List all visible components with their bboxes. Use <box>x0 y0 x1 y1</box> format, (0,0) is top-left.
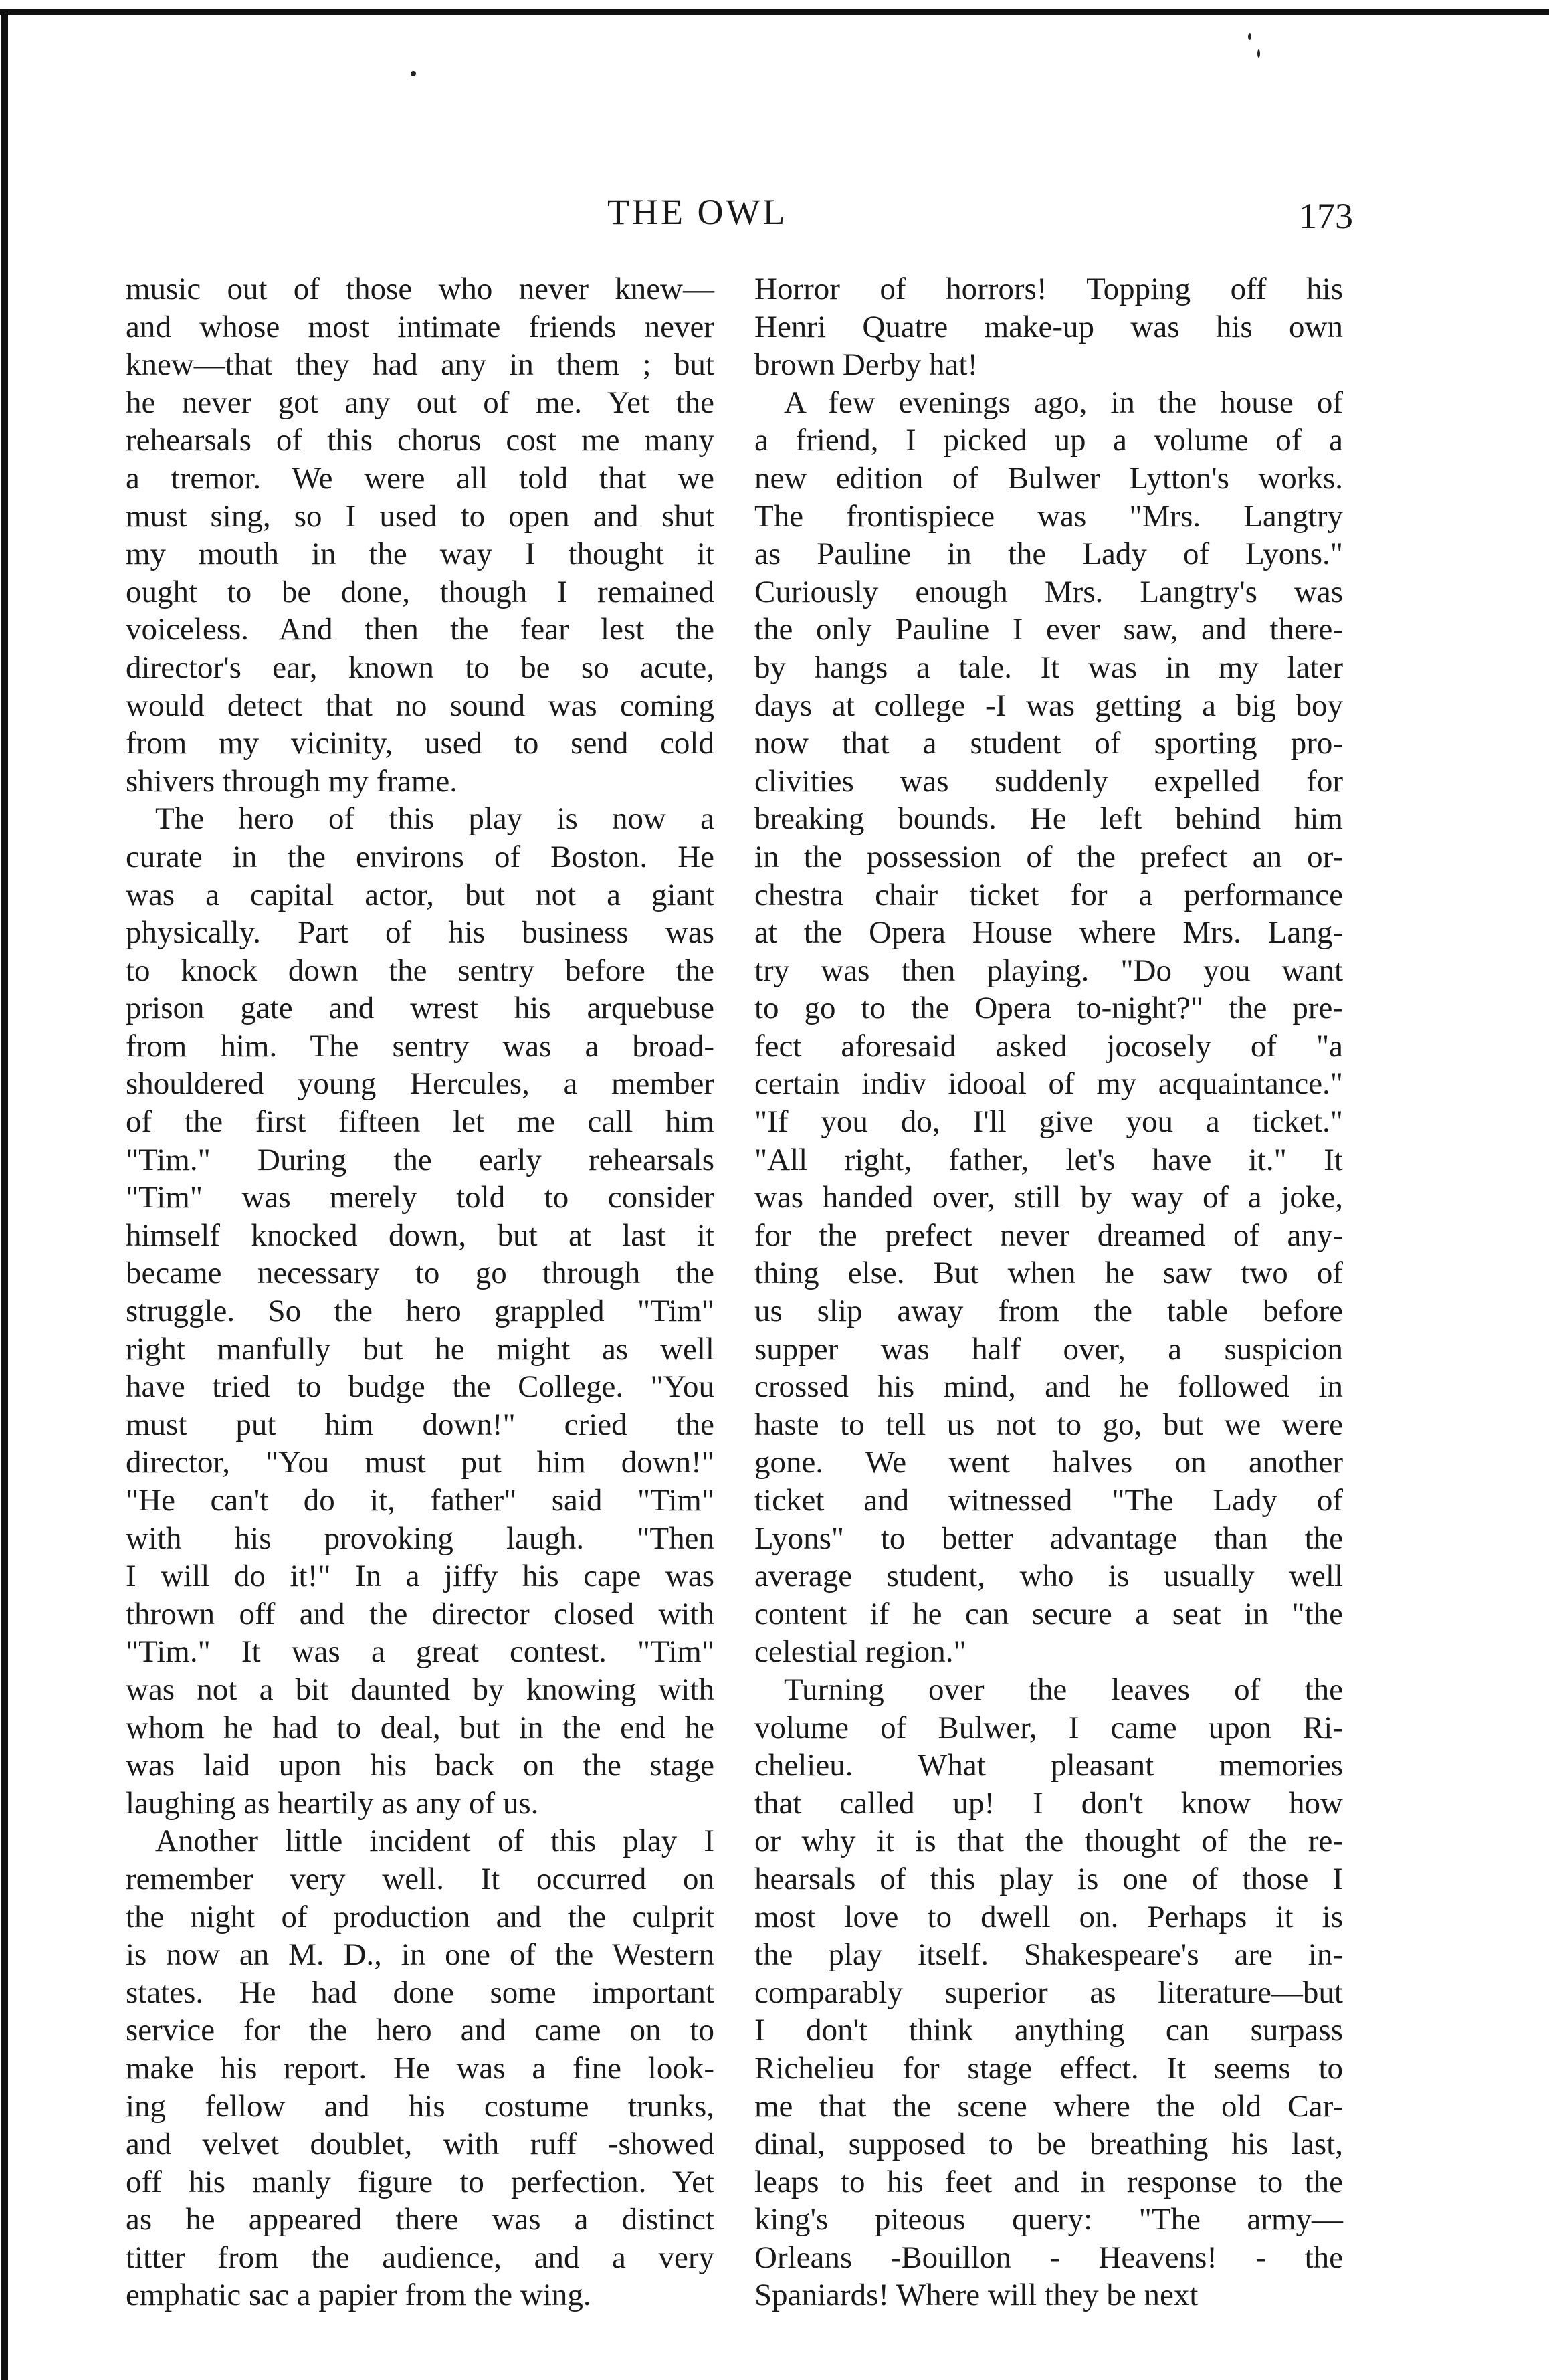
text-line: to knock down the sentry before the <box>126 953 714 988</box>
text-line: from my vicinity, used to send cold <box>126 726 714 761</box>
text-line: comparably superior as literature—but <box>754 1975 1343 2010</box>
page-number: 173 <box>1299 196 1353 236</box>
text-line: crossed his mind, and he followed in <box>754 1369 1343 1405</box>
text-line: music out of those who never knew— <box>126 272 714 306</box>
text-line: Orleans -Bouillon - Heavens! - the <box>754 2240 1343 2275</box>
text-line: curate in the environs of Boston. He <box>126 839 714 874</box>
text-line: a friend, I picked up a volume of a <box>754 423 1343 458</box>
text-line: king's piteous query: "The army— <box>754 2202 1343 2238</box>
text-line: ticket and witnessed "The Lady of <box>754 1483 1343 1518</box>
text-line: to go to the Opera to-night?" the pre- <box>754 991 1343 1026</box>
text-line: "All right, father, let's have it." It <box>754 1142 1343 1177</box>
text-line: Another little incident of this play I <box>155 1823 714 1859</box>
text-line: director, "You must put him down!" <box>126 1445 714 1480</box>
text-line: of the first fifteen let me call him <box>126 1104 714 1140</box>
text-line: must put him down!" cried the <box>126 1407 714 1442</box>
text-line: shouldered young Hercules, a member <box>126 1066 714 1102</box>
text-line: Henri Quatre make-up was his own <box>754 309 1343 344</box>
text-line: thing else. But when he saw two of <box>754 1256 1343 1291</box>
text-line: The frontispiece was "Mrs. Langtry <box>754 498 1343 534</box>
text-line: I will do it!" In a jiffy his cape was <box>126 1559 714 1594</box>
text-line: volume of Bulwer, I came upon Ri- <box>754 1710 1343 1745</box>
text-line: make his report. He was a fine look- <box>126 2050 714 2086</box>
text-line: chelieu. What pleasant memories <box>754 1748 1343 1783</box>
text-line: was handed over, still by way of a joke, <box>754 1180 1343 1215</box>
text-line: as Pauline in the Lady of Lyons." <box>754 536 1343 572</box>
text-line: Spaniards! Where will they be next <box>754 2278 1199 2313</box>
text-line: he never got any out of me. Yet the <box>126 385 714 420</box>
text-line: Curiously enough Mrs. Langtry's was <box>754 574 1343 609</box>
text-line: Lyons" to better advantage than the <box>754 1520 1343 1556</box>
top-border-rule <box>0 9 1549 15</box>
text-line: and velvet doublet, with ruff -showed <box>126 2126 714 2162</box>
text-line: Turning over the leaves of the <box>784 1672 1343 1707</box>
text-line: by hangs a tale. It was in my later <box>754 650 1343 685</box>
text-line: The hero of this play is now a <box>155 801 714 837</box>
running-title: THE OWL <box>607 192 788 232</box>
text-line: thrown off and the director closed with <box>126 1596 714 1631</box>
text-line: was a capital actor, but not a giant <box>126 877 714 912</box>
text-line: as he appeared there was a distinct <box>126 2202 714 2238</box>
text-line: brown Derby hat! <box>754 347 978 383</box>
text-line: hearsals of this play is one of those I <box>754 1861 1343 1896</box>
text-line: new edition of Bulwer Lytton's works. <box>754 460 1343 496</box>
text-line: himself knocked down, but at last it <box>126 1217 714 1253</box>
text-line: my mouth in the way I thought it <box>126 536 714 572</box>
text-line: was laid upon his back on the stage <box>126 1748 714 1783</box>
text-line: rehearsals of this chorus cost me many <box>126 423 714 458</box>
running-header <box>0 182 1549 242</box>
text-line: us slip away from the table before <box>754 1294 1343 1329</box>
ink-speck <box>1248 33 1251 40</box>
text-line: laughing as heartily as any of us. <box>126 1785 539 1821</box>
text-line: struggle. So the hero grappled "Tim" <box>126 1294 714 1329</box>
text-line: haste to tell us not to go, but we were <box>754 1407 1343 1442</box>
text-column-right <box>754 270 1343 2314</box>
text-line: A few evenings ago, in the house of <box>784 385 1343 420</box>
text-line: gone. We went halves on another <box>754 1445 1343 1480</box>
text-line: "Tim" was merely told to consider <box>126 1180 714 1215</box>
text-line: celestial region." <box>754 1634 966 1670</box>
text-line: "He can't do it, father" said "Tim" <box>126 1483 714 1518</box>
text-line: the play itself. Shakespeare's are in- <box>754 1937 1343 1973</box>
text-line: the only Pauline I ever saw, and there- <box>754 612 1343 648</box>
text-line: from him. The sentry was a broad- <box>126 1028 714 1064</box>
text-line: prison gate and wrest his arquebuse <box>126 991 714 1026</box>
text-line: Horror of horrors! Topping off his <box>754 272 1343 306</box>
text-line: became necessary to go through the <box>126 1256 714 1291</box>
text-line: supper was half over, a suspicion <box>754 1331 1343 1367</box>
text-line: off his manly figure to perfection. Yet <box>126 2164 714 2199</box>
text-line: shivers through my frame. <box>126 763 458 799</box>
text-line: service for the hero and came on to <box>126 2013 714 2048</box>
text-line: dinal, supposed to be breathing his last, <box>754 2126 1343 2162</box>
text-line: "If you do, I'll give you a ticket." <box>754 1104 1343 1140</box>
text-line: the night of production and the culprit <box>126 1899 714 1935</box>
text-line: physically. Part of his business was <box>126 915 714 951</box>
text-line: have tried to budge the College. "You <box>126 1369 714 1405</box>
text-line: try was then playing. "Do you want <box>754 953 1343 988</box>
text-line: leaps to his feet and in response to the <box>754 2164 1343 2199</box>
text-line: me that the scene where the old Car- <box>754 2088 1343 2124</box>
text-line: at the Opera House where Mrs. Lang- <box>754 915 1343 951</box>
text-line: must sing, so I used to open and shut <box>126 498 714 534</box>
text-line: now that a student of sporting pro- <box>754 726 1343 761</box>
text-line: is now an M. D., in one of the Western <box>126 1937 714 1973</box>
text-line: "Tim." During the early rehearsals <box>126 1142 714 1177</box>
text-line: whom he had to deal, but in the end he <box>126 1710 714 1745</box>
text-line: most love to dwell on. Perhaps it is <box>754 1899 1343 1935</box>
text-line: days at college -I was getting a big boy <box>754 688 1343 723</box>
text-line: was not a bit daunted by knowing with <box>126 1672 714 1707</box>
left-border-rule <box>1 9 8 2380</box>
text-line: fect aforesaid asked jocosely of "a <box>754 1028 1343 1064</box>
text-line: emphatic sac a papier from the wing. <box>126 2278 591 2313</box>
text-line: knew—that they had any in them ; but <box>126 347 714 383</box>
text-line: for the prefect never dreamed of any- <box>754 1217 1343 1253</box>
text-line: with his provoking laugh. "Then <box>126 1520 714 1556</box>
text-line: remember very well. It occurred on <box>126 1861 714 1896</box>
ink-speck <box>411 71 416 76</box>
text-line: that called up! I don't know how <box>754 1785 1343 1821</box>
text-line: ought to be done, though I remained <box>126 574 714 609</box>
ink-speck <box>1257 49 1260 58</box>
text-line: average student, who is usually well <box>754 1559 1343 1594</box>
text-line: Richelieu for stage effect. It seems to <box>754 2050 1343 2086</box>
text-line: a tremor. We were all told that we <box>126 460 714 496</box>
text-line: or why it is that the thought of the re- <box>754 1823 1343 1859</box>
text-line: and whose most intimate friends never <box>126 309 714 344</box>
text-line: content if he can secure a seat in "the <box>754 1596 1343 1631</box>
text-line: director's ear, known to be so acute, <box>126 650 714 685</box>
text-line: states. He had done some important <box>126 1975 714 2010</box>
text-column-left <box>126 270 714 2314</box>
text-line: breaking bounds. He left behind him <box>754 801 1343 837</box>
text-line: "Tim." It was a great contest. "Tim" <box>126 1634 714 1670</box>
text-line: titter from the audience, and a very <box>126 2240 714 2275</box>
text-line: certain indiv idooal of my acquaintance." <box>754 1066 1343 1102</box>
text-line: clivities was suddenly expelled for <box>754 763 1343 799</box>
text-line: would detect that no sound was coming <box>126 688 714 723</box>
text-line: voiceless. And then the fear lest the <box>126 612 714 648</box>
text-line: in the possession of the prefect an or- <box>754 839 1343 874</box>
text-line: chestra chair ticket for a performance <box>754 877 1343 912</box>
text-line: ing fellow and his costume trunks, <box>126 2088 714 2124</box>
text-line: right manfully but he might as well <box>126 1331 714 1367</box>
text-line: I don't think anything can surpass <box>754 2013 1343 2048</box>
